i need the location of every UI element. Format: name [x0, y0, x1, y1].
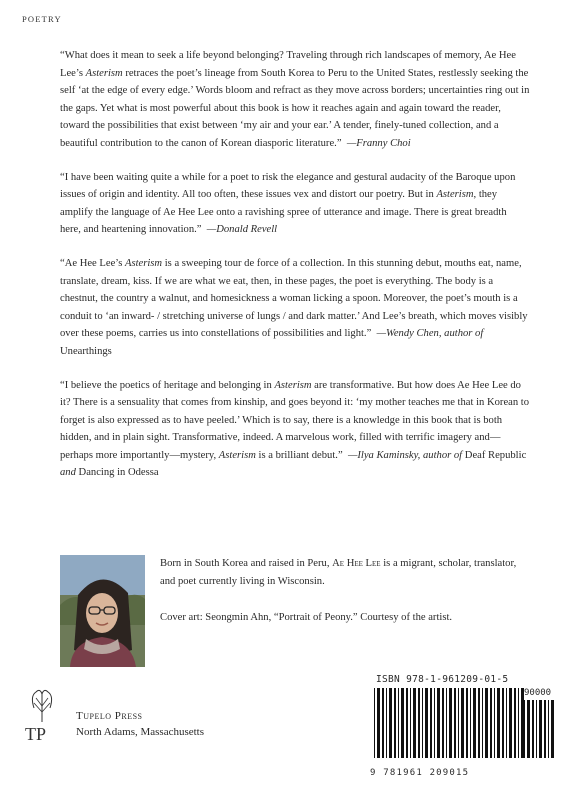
barcode-bar — [382, 688, 384, 758]
blurb-text: is a brilliant debut.” — [255, 449, 343, 461]
barcode-bar — [548, 700, 549, 758]
category-label: POETRY — [22, 14, 62, 24]
blurb-wendy-chen — [60, 255, 530, 361]
barcode-bar — [394, 688, 396, 758]
barcode-bar — [454, 688, 456, 758]
barcode-bar — [437, 688, 440, 758]
book-title: Asterism — [274, 379, 312, 391]
blurb-ilya-kaminsky — [60, 377, 530, 483]
barcode-bar — [413, 688, 416, 758]
book-title: Asterism — [85, 67, 123, 79]
barcode-bar — [446, 688, 447, 758]
barcode-bar — [544, 700, 546, 758]
barcode-bar — [386, 688, 387, 758]
barcode-bar — [478, 688, 480, 758]
blurb-attribution: —Wendy Chen, author of — [376, 328, 484, 340]
barcode-bar — [434, 688, 435, 758]
barcode-bar — [461, 688, 464, 758]
publisher-name: Tupelo Press — [76, 710, 143, 722]
book-title: Asterism — [218, 449, 256, 461]
barcode-bar — [406, 688, 408, 758]
author-photo — [60, 555, 145, 667]
book-title: Asterism — [125, 257, 163, 269]
barcode-bar — [430, 688, 432, 758]
author-name: Ae Hee Lee — [332, 558, 381, 569]
barcode-bar — [442, 688, 444, 758]
barcode-bar — [524, 700, 525, 758]
barcode-bar — [410, 688, 411, 758]
barcode-bar — [473, 688, 476, 758]
blurb-attribution: —Donald Revell — [206, 224, 278, 236]
ean-barcode-bars — [374, 688, 524, 758]
author-bio: Born in South Korea and raised in Peru, Ae Hee Lee is a migrant, scholar, translator, and poet currently living in Wisconsin. — [160, 558, 517, 587]
barcode-bar — [509, 688, 512, 758]
barcode-bar — [374, 688, 375, 758]
author-portrait-image — [60, 555, 145, 667]
barcode-bar — [422, 688, 423, 758]
publisher-block — [22, 688, 282, 748]
svg-text:TP: TP — [25, 724, 47, 744]
barcode-bar — [470, 688, 471, 758]
barcode-bar — [506, 688, 507, 758]
blurb-attribution: —Ilya Kaminsky, author of — [347, 449, 463, 461]
barcode-bar — [539, 700, 542, 758]
blurb-text: retraces the poet’s lineage from South Korea to Peru to the United States, restlessly seeking the self ‘at the edge of every edge.’ Words bloom and refract as they move across borders; uncertainties ring out in the gaps. Yet what is most powerful about this book is how it reaches again and again toward the reader, toward the possibilities that exist between ‘my air and your ear.’ A tender, finely-tuned collection, and a beautiful contribution to the canon of Korean diasporic literature.” — [60, 67, 530, 149]
barcode-number: 9 781961 209015 — [370, 768, 470, 778]
price-code: 90000 — [524, 688, 552, 698]
barcode-bar — [494, 688, 495, 758]
barcode-bar — [527, 700, 530, 758]
blurb-text: “I have been waiting quite a while for a poet to risk the elegance and gestural audacity of the Baroque upon issues of origin and identity. All too often, these issues vex and distort our poetry. But in — [60, 171, 516, 201]
barcode-bar — [485, 688, 488, 758]
cover-art-credit: Cover art: Seongmin Ahn, “Portrait of Peony.” Courtesy of the artist. — [160, 612, 453, 623]
blurb-franny-choi — [60, 47, 530, 153]
barcode-bar — [401, 688, 404, 758]
barcode-bar — [482, 688, 483, 758]
barcode-bar — [398, 688, 399, 758]
author-work-title: Unearthings — [60, 345, 112, 357]
blurbs — [60, 47, 530, 498]
barcode-bar — [425, 688, 428, 758]
barcode-bar — [449, 688, 452, 758]
blurb-text: is a sweeping tour de force of a collection. In this stunning debut, mouths eat, name, translate, dream, kiss. If we are what we eat, then, in these pages, the poet is everything. The body is a chestnut, the country a walnut, and homesickness a woman licking a spoon. Moreover, the poet’s mouth is a conduit to ‘an inward- / stretching universe of lungs / and dark matter.’ And Lee’s breath, which moves visibly over these poems, carries us into constellations of possibilities and light.” — [60, 257, 528, 340]
barcode-bar — [551, 700, 554, 758]
price-addon-bars — [524, 700, 558, 758]
barcode-bar — [497, 688, 500, 758]
author-work-title: Deaf Republic — [464, 449, 527, 461]
barcode-bar — [458, 688, 459, 758]
barcode-bar — [377, 688, 380, 758]
barcode-bar — [502, 688, 504, 758]
isbn-label: ISBN 978-1-961209-01-5 — [376, 674, 509, 685]
blurb-text: , they amplify the language of Ae Hee Lee onto a ravishing spree of utterance and image. There is great breadth here, and heartening innovation.” — [60, 189, 507, 236]
blurb-conjunction: and — [60, 467, 76, 479]
barcode-bar — [532, 700, 534, 758]
publisher-city: North Adams, Massachusetts — [76, 726, 205, 738]
tupelo-tree-logo-icon — [22, 688, 62, 748]
blurb-text: “What does it mean to seek a life beyond belonging? Traveling through rich landscapes of memory, Ae Hee Lee’s — [60, 50, 516, 79]
author-work-title: Dancing in Odessa — [78, 467, 159, 479]
blurb-donald-revell — [60, 169, 530, 239]
isbn-barcode — [366, 672, 560, 782]
barcode-bar — [518, 688, 519, 758]
barcode-bar — [514, 688, 516, 758]
blurb-text: are transformative. But how does Ae Hee Lee do it? There is a sensuality that comes from kinship, and goes beyond it: ‘my mother teaches me that in Korean to forget is also expressed as to have peeled.’ Which is to say, there is a knowledge in this book that is both hidden, and in plain sight. Transformative, indeed. A marvelous work, filled with terrific imagery and—perhaps more importantly—mystery, — [60, 379, 530, 461]
blurb-text: “I believe the poetics of heritage and belonging in — [60, 379, 275, 391]
barcode-bar — [418, 688, 420, 758]
barcode-bar — [466, 688, 468, 758]
blurb-text: “Ae Hee Lee’s — [60, 257, 125, 269]
barcode-bar — [389, 688, 392, 758]
book-title: Asterism — [436, 189, 474, 201]
blurb-attribution: —Franny Choi — [346, 137, 411, 149]
barcode-bar — [536, 700, 537, 758]
barcode-bar — [490, 688, 492, 758]
